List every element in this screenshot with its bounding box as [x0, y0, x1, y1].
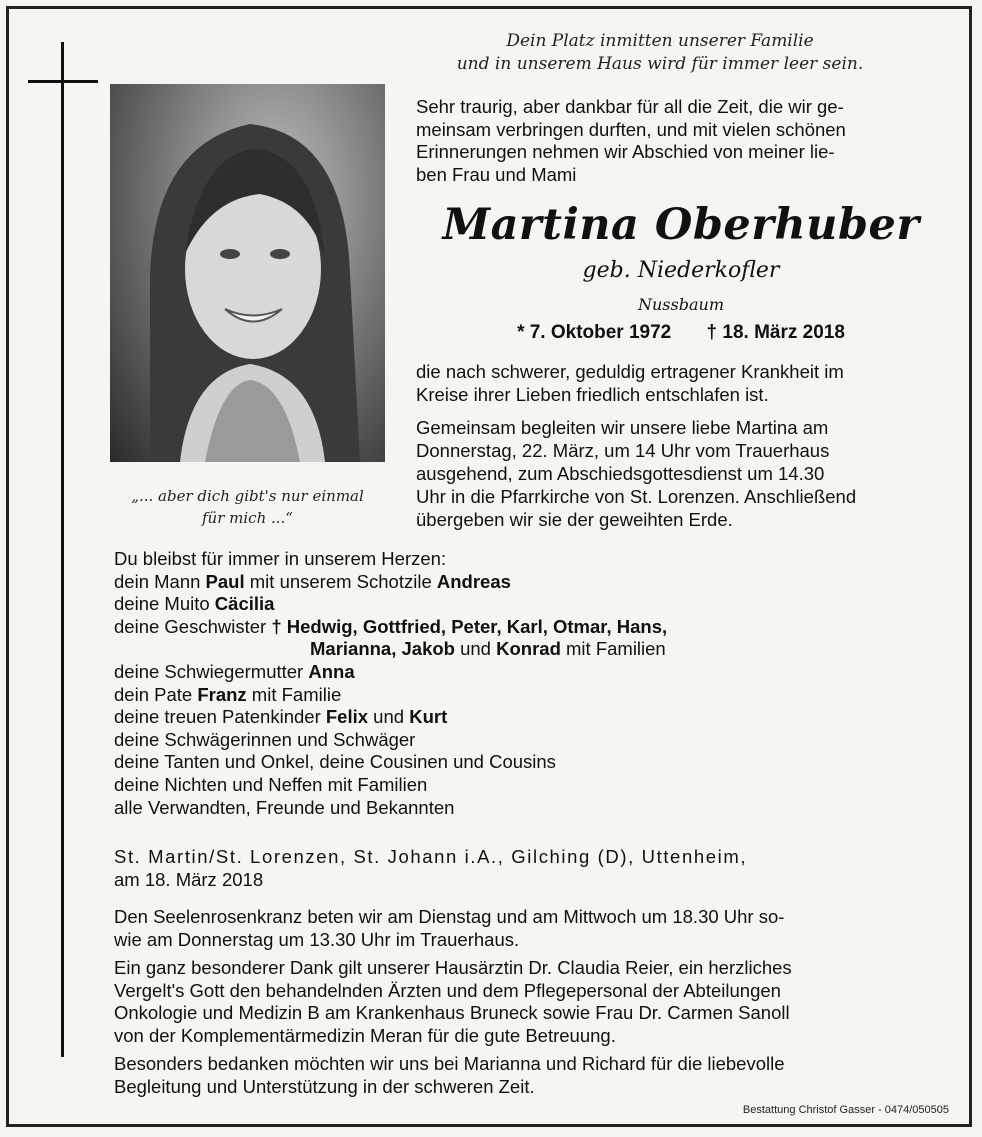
special-thanks-line: Begleitung und Unterstützung in der schweren Zeit. [114, 1075, 535, 1097]
mourner-row [114, 571, 944, 594]
passing-line: die nach schwerer, geduldig ertragener Krankheit im [416, 361, 844, 382]
place-and-date [114, 845, 944, 891]
mourner-row [114, 661, 944, 684]
motto-line: und in unserem Haus wird für immer leer sein. [456, 54, 864, 74]
thanks-line: Ein ganz besonderer Dank gilt unserer Hausärztin Dr. Claudia Reier, ein herzliches [114, 957, 792, 978]
mourner-row [114, 638, 944, 661]
thanks-line: Onkologie und Medizin B am Krankenhaus Bruneck sowie Frau Dr. Carmen Sanoll [114, 1002, 790, 1023]
mourner-row: deine Tanten und Onkel, deine Cousinen und Cousins [114, 751, 556, 773]
mourner-name: † Hedwig, Gottfried, Peter, Karl, Otmar, Hans, [271, 615, 668, 637]
life-dates [416, 322, 946, 344]
mourner-name: Andreas [436, 570, 511, 592]
caption-line: „... aber dich gibt's nur einmal [131, 487, 364, 505]
death-date: † 18. März 2018 [706, 322, 845, 343]
mourner-name: Anna [308, 660, 355, 682]
relation: deine treuen Patenkinder [114, 706, 326, 728]
rosary-paragraph [114, 906, 948, 951]
relation: und [454, 638, 497, 660]
relation: deine Geschwister [114, 615, 272, 637]
mourner-name: Felix [325, 706, 369, 728]
rosary-line: wie am Donnerstag um 13.30 Uhr im Trauerhaus. [114, 928, 520, 950]
house-name: Nussbaum [638, 295, 724, 314]
relation: mit unserem Schotzile [244, 570, 437, 592]
intro-line: Erinnerungen nehmen wir Abschied von meiner lie- [416, 141, 835, 162]
rosary-line: Den Seelenrosenkranz beten wir am Dienstag und am Mittwoch um 18.30 Uhr so- [114, 906, 785, 927]
mourner-name: Konrad [496, 638, 561, 660]
passing-text [416, 360, 946, 406]
mourner-row [114, 593, 944, 616]
mourner-name: Franz [197, 683, 247, 705]
portrait-image [110, 84, 385, 462]
mourner-row: deine Schwägerinnen und Schwäger [114, 728, 416, 750]
closing-paragraphs [114, 906, 948, 1104]
relation: dein Pate [114, 683, 198, 705]
thanks-line: von der Komplementärmedizin Meran für die gute Betreuung. [114, 1024, 616, 1046]
place-line: St. Martin/St. Lorenzen, St. Johann i.A., Gilching (D), Uttenheim, [114, 846, 748, 867]
mourner-row: deine Nichten und Neffen mit Familien [114, 773, 428, 795]
mourner-name: Paul [205, 570, 245, 592]
funeral-text [416, 416, 946, 531]
passing-line: Kreise ihrer Lieben friedlich entschlafen ist. [416, 384, 769, 405]
relation: mit Familie [246, 683, 342, 705]
mourners-list [114, 548, 944, 819]
intro-line: Sehr traurig, aber dankbar für all die Zeit, die wir ge- [416, 96, 844, 117]
mourner-name: Marianna, Jakob [310, 638, 455, 660]
special-thanks-paragraph [114, 1053, 948, 1098]
relation: dein Mann [114, 570, 206, 592]
relation: deine Schwiegermutter [114, 660, 309, 682]
motto [440, 30, 880, 76]
funeral-line: Uhr in die Pfarrkirche von St. Lorenzen. Anschließend [416, 486, 857, 507]
funeral-line: Gemeinsam begleiten wir unsere liebe Martina am [416, 417, 829, 438]
relation: und [368, 706, 410, 728]
intro-line: ben Frau und Mami [416, 163, 577, 185]
funeral-line: übergeben wir sie der geweihten Erde. [416, 509, 733, 530]
special-thanks-line: Besonders bedanken möchten wir uns bei Marianna und Richard für die liebevolle [114, 1053, 785, 1074]
date-line: am 18. März 2018 [114, 869, 264, 890]
cross-icon-horizontal [28, 80, 98, 83]
deceased-name: Martina Oberhuber [442, 200, 920, 250]
intro-text [416, 96, 946, 186]
mourner-row [114, 684, 944, 707]
thanks-paragraph [114, 957, 948, 1047]
mourner-row: alle Verwandten, Freunde und Bekannten [114, 796, 455, 818]
mourner-row [114, 616, 944, 639]
motto-line: Dein Platz inmitten unserer Familie [506, 31, 814, 51]
caption-line: für mich ...“ [202, 509, 293, 527]
relation: deine Muito [114, 593, 215, 615]
mourner-name: Kurt [409, 706, 448, 728]
cross-icon-vertical [61, 42, 64, 1057]
mourner-name: Cäcilia [214, 593, 275, 615]
maiden-name: geb. Niederkofler [582, 258, 780, 283]
funeral-line: ausgehend, zum Abschiedsgottesdienst um 14.30 [416, 463, 825, 484]
thanks-line: Vergelt's Gott den behandelnden Ärzten und dem Pflegepersonal der Abteilungen [114, 979, 781, 1001]
mourner-row [114, 706, 944, 729]
portrait-photo [110, 84, 385, 462]
photo-caption [110, 485, 385, 529]
birth-date: * 7. Oktober 1972 [517, 322, 672, 343]
undertaker-credit: Bestattung Christof Gasser - 0474/050505 [742, 1104, 949, 1116]
intro-line: meinsam verbringen durften, und mit vielen schönen [416, 118, 846, 140]
funeral-line: Donnerstag, 22. März, um 14 Uhr vom Trauerhaus [416, 440, 830, 461]
relation: mit Familien [560, 638, 666, 660]
mourners-heading: Du bleibst für immer in unserem Herzen: [114, 548, 447, 569]
